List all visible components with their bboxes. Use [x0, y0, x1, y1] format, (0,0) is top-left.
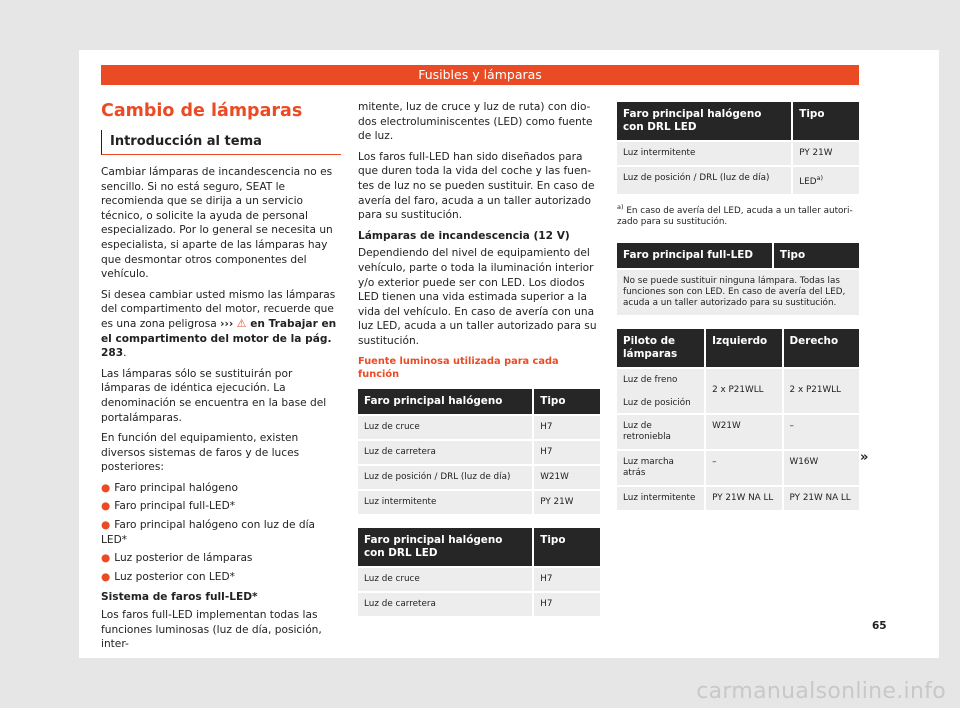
table-row — [617, 415, 859, 449]
watermark: carmanualsonline.info — [696, 679, 946, 704]
list-item-text: Faro principal full-LED* — [114, 500, 236, 513]
table-header-row — [617, 243, 859, 268]
bullet-icon: ● — [101, 519, 111, 532]
list-item — [101, 570, 341, 585]
list-item-text: Luz posterior de lámparas — [114, 552, 253, 565]
section-heading: Introducción al tema — [101, 130, 341, 155]
table-cell: 2 x P21WLL — [704, 369, 781, 413]
warning-triangle-icon: ⚠ — [236, 316, 247, 330]
replacement-paragraph: Las lámparas sólo se sustituirán por lámparas de idéntica ejecución. La denominación se encuentra en la base del portalámparas. — [101, 367, 327, 424]
table-cell: Luz marcha atrás — [617, 451, 704, 485]
subheading-incandescent: Lámparas de incandescencia (12 V) — [358, 229, 570, 242]
table-cell: – — [704, 451, 781, 485]
table-header-cell: Tipo — [791, 102, 859, 140]
table-row — [358, 441, 600, 464]
table-cell: Luz intermitente — [617, 487, 704, 510]
bullet-icon: ● — [101, 570, 111, 583]
list-item — [101, 481, 341, 496]
table-cell: H7 — [532, 416, 600, 439]
footnote — [617, 202, 859, 229]
table-cell: Luz de posición / DRL (luz de día) — [617, 167, 791, 194]
lamp-systems-list — [101, 481, 341, 585]
list-item-text: Luz posterior con LED* — [114, 570, 235, 583]
table-cell: Luz intermitente — [617, 142, 791, 165]
table-cell: PY 21W NA LL — [704, 487, 781, 510]
halogen-drl-led-table — [358, 526, 600, 618]
table-row — [358, 568, 600, 591]
list-item — [101, 499, 341, 514]
bullet-icon: ● — [101, 481, 111, 494]
cell-text: LED — [799, 176, 817, 187]
full-led-paragraph: Los faros full-LED implementan todas las funciones luminosas (luz de día, posición, inter- — [101, 609, 322, 651]
cross-ref-link[interactable]: en Trabajar en el compartimento del motor de la pág. 283 — [101, 317, 337, 360]
footnote-text: En caso de avería del LED, acuda a un taller autorizado para su sustitución. — [617, 205, 853, 228]
table-header-row — [617, 102, 859, 140]
chapter-title: Cambio de lámparas — [101, 101, 303, 121]
table-row — [358, 593, 600, 616]
table-header-row — [358, 528, 600, 566]
bullet-icon: ● — [101, 500, 111, 513]
table-caption: Fuente luminosa utilizada para cada función — [358, 355, 559, 380]
table-cell: No se puede sustituir ninguna lámpara. Todas las funciones son con LED. En caso de avería del LED, acuda a un taller autorizado para su sustitución. — [617, 270, 859, 315]
table-header-cell: Faro principal halógeno — [358, 389, 532, 414]
table-header-cell: Derecho — [782, 329, 859, 367]
warning-paragraph — [101, 288, 341, 361]
table-row — [358, 491, 600, 514]
table-row — [617, 167, 859, 194]
list-item — [101, 518, 341, 547]
table-cell: Luz de carretera — [358, 441, 532, 464]
table-header-cell: Tipo — [532, 389, 600, 414]
table-cell: H7 — [532, 593, 600, 616]
led-paragraph: Dependiendo del nivel de equipamiento del vehículo, parte o toda la iluminación interior y/o exterior puede ser con LED. Los diodos LED tienen una vida estimada superior a la vida del vehículo. En caso de avería con una luz LED, acuda a un taller autorizado para su sustitución. — [358, 247, 597, 347]
table-cell: – — [782, 415, 859, 449]
table-header-row — [617, 329, 859, 367]
table-cell: PY 21W — [532, 491, 600, 514]
table-row — [358, 466, 600, 489]
table-row — [617, 369, 859, 413]
cell-text: Luz de posición — [623, 397, 691, 408]
continued-paragraph: mitente, luz de cruce y luz de ruta) con diodos electroluminiscentes (LED) como fuente de luz. — [358, 101, 593, 143]
list-item — [101, 551, 341, 566]
systems-paragraph: En función del equipamiento, existen diversos sistemas de faros y de luces posteriores: — [101, 432, 300, 474]
table-cell: Luz de cruce — [358, 568, 532, 591]
table-row — [358, 416, 600, 439]
table-row — [617, 270, 859, 315]
footnote-mark: a) — [617, 202, 624, 211]
table-cell — [791, 167, 859, 194]
halogen-drl-led-table-cont — [617, 100, 859, 196]
table-header-cell: Faro principal full-LED — [617, 243, 772, 268]
table-cell: W16W — [782, 451, 859, 485]
table-cell: PY 21W — [791, 142, 859, 165]
list-item-text: Faro principal halógeno con luz de día LED* — [101, 519, 316, 546]
table-row — [617, 142, 859, 165]
table-cell: Luz de retroniebla — [617, 415, 704, 449]
table-header-cell: Faro principal halógeno con DRL LED — [358, 528, 532, 566]
table-header-cell: Tipo — [532, 528, 600, 566]
continue-icon: » — [860, 450, 869, 465]
table-header-row — [358, 389, 600, 414]
subheading-full-led: Sistema de faros full-LED* — [101, 591, 258, 604]
list-item-text: Faro principal halógeno — [114, 481, 238, 494]
table-cell — [617, 369, 704, 413]
table-cell: Luz de carretera — [358, 593, 532, 616]
cell-text: Luz de freno — [623, 374, 678, 385]
table-cell: W21W — [532, 466, 600, 489]
section-header-bar: Fusibles y lámparas — [101, 65, 859, 85]
table-row — [617, 487, 859, 510]
footnote-ref: a) — [816, 174, 823, 182]
bullet-icon: ● — [101, 552, 111, 565]
table-header-cell: Piloto de lámparas — [617, 329, 704, 367]
column-middle — [358, 100, 600, 628]
full-led-lifetime-paragraph: Los faros full-LED han sido diseñados para que duren toda la vida del coche y las fuentes de luz no se pueden sustituir. En caso de avería del faro, acuda a un taller autorizado para su sustitución. — [358, 150, 595, 222]
intro-paragraph: Cambiar lámparas de incandescencia no es sencillo. Si no está seguro, SEAT le recomienda que se dirija a un servicio técnico, o solicite la ayuda de personal especializado. Por lo general se necesita un especialista, si aparte de las lámparas hay que desmontar otros componentes del vehículo. — [101, 166, 333, 281]
table-header-cell: Faro principal halógeno con DRL LED — [617, 102, 791, 140]
column-right — [617, 100, 859, 522]
table-cell: PY 21W NA LL — [782, 487, 859, 510]
table-cell: Luz intermitente — [358, 491, 532, 514]
table-header-cell: Tipo — [772, 243, 859, 268]
rear-lamp-table — [617, 327, 859, 512]
warning-text: Si desea cambiar usted mismo las lámparas del compartimento del motor, recuerde que es una zona peligrosa — [101, 288, 336, 330]
table-header-cell: Izquierdo — [704, 329, 781, 367]
halogen-table — [358, 387, 600, 516]
table-cell: Luz de cruce — [358, 416, 532, 439]
cross-ref-arrow: ››› — [220, 317, 234, 330]
table-row — [617, 451, 859, 485]
full-led-table — [617, 241, 859, 317]
warning-text-end: . — [123, 347, 127, 360]
table-cell: H7 — [532, 568, 600, 591]
table-cell: H7 — [532, 441, 600, 464]
table-cell: 2 x P21WLL — [782, 369, 859, 413]
column-left — [101, 100, 341, 658]
table-cell: Luz de posición / DRL (luz de día) — [358, 466, 532, 489]
table-cell: W21W — [704, 415, 781, 449]
page-number: 65 — [872, 620, 887, 632]
